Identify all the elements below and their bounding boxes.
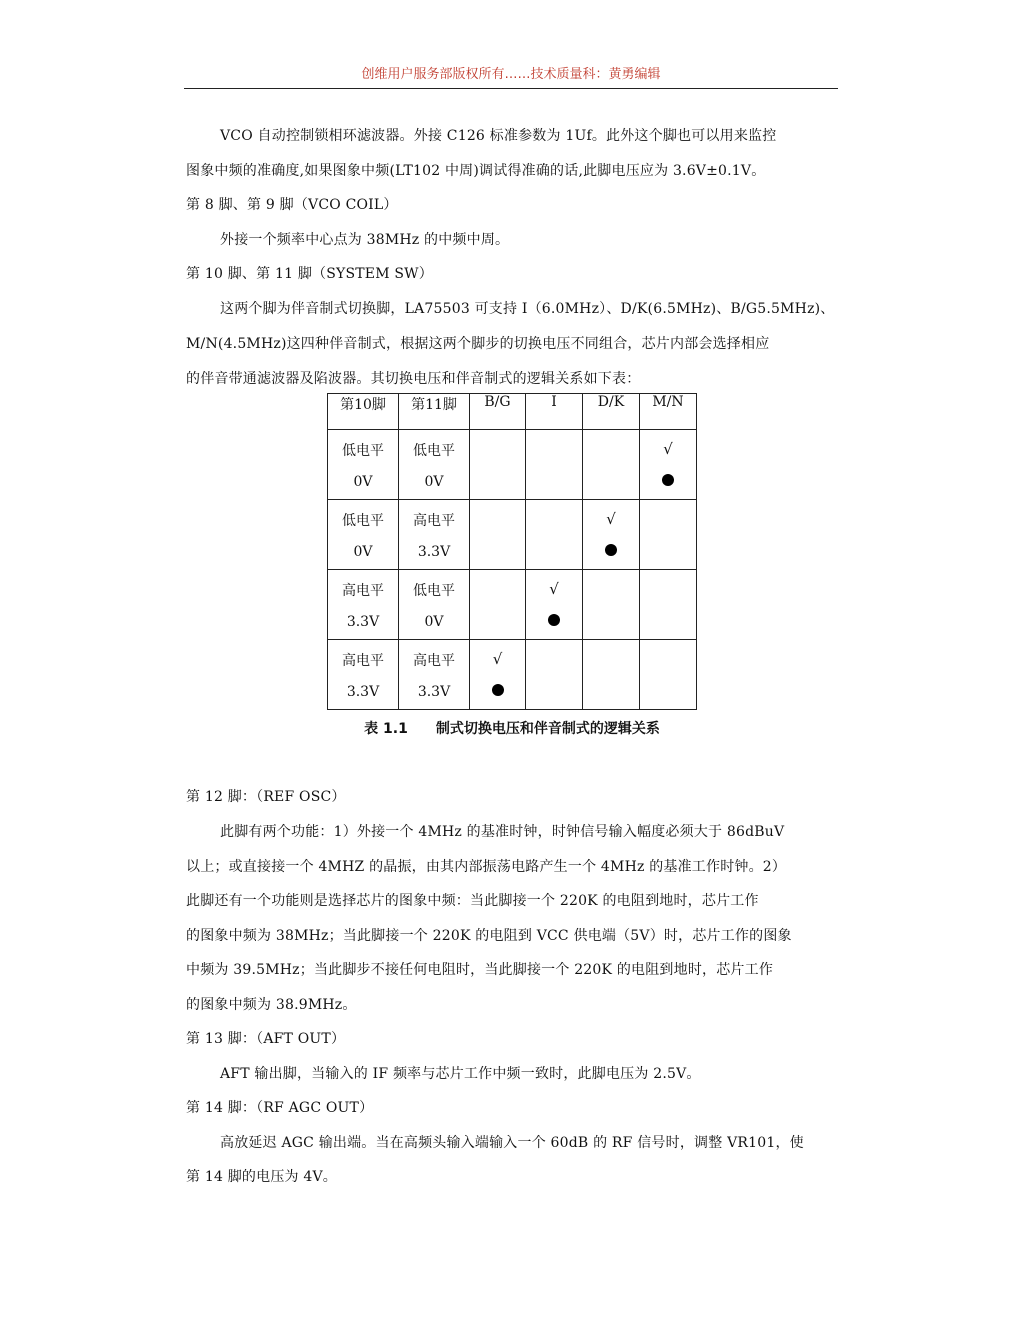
dot-marker-container [526, 614, 582, 630]
mode-cell [640, 500, 697, 570]
paragraph-line: 此脚还有一个功能则是选择芯片的图象中频：当此脚接一个 220K 的电阻到地时，芯片工作 [186, 893, 759, 909]
pin10-level: 低电平 [342, 513, 384, 529]
paragraph-line: 外接一个频率中心点为 38MHz 的中频中周。 [220, 232, 510, 248]
pin11-voltage: 0V [424, 614, 444, 630]
paragraph-line: 的图象中频为 38.9MHz。 [186, 997, 357, 1013]
filled-dot-icon [492, 684, 504, 696]
table-header-cell: I [526, 394, 583, 430]
pin10-voltage: 3.3V [346, 614, 380, 630]
mode-cell [526, 430, 583, 500]
paragraph-line: 图象中频的准确度,如果图象中频(LT102 中周)调试得准确的话,此脚电压应为 3.6V±0.1V。 [186, 163, 766, 179]
check-mark: √ [663, 440, 673, 458]
paragraph-line: 的图象中频为 38MHz；当此脚接一个 220K 的电阻到 VCC 供电端（5V）时，芯片工作的图象 [186, 928, 792, 944]
pin10-level: 高电平 [342, 653, 384, 669]
pin11-level: 高电平 [413, 653, 455, 669]
mode-cell [583, 570, 640, 640]
section-heading-pin-8-9: 第 8 脚、第 9 脚（VCO COIL） [186, 197, 398, 213]
pin10-level: 高电平 [342, 583, 384, 599]
pin10-voltage: 0V [353, 544, 373, 560]
paragraph-line: 这两个脚为伴音制式切换脚，LA75503 可支持 I（6.0MHz）、D/K(6.5MHz)、B/G5.5MHz)、 [220, 301, 835, 317]
sound-system-logic-table [327, 393, 697, 710]
pin10-voltage: 0V [353, 474, 373, 490]
table-header-row [328, 394, 697, 430]
filled-dot-icon [548, 614, 560, 626]
pin11-level: 低电平 [413, 443, 455, 459]
pin11-level: 低电平 [413, 583, 455, 599]
dot-marker-container [583, 544, 639, 560]
table-row [328, 640, 697, 710]
check-mark: √ [606, 510, 616, 528]
paragraph-line: 此脚有两个功能：1）外接一个 4MHz 的基准时钟，时钟信号输入幅度必须大于 86dBuV [220, 824, 785, 840]
section-heading-pin-12: 第 12 脚：（REF OSC） [186, 789, 346, 805]
mode-cell [470, 500, 526, 570]
table-cell [399, 430, 470, 500]
mode-cell [583, 500, 640, 570]
filled-dot-icon [662, 474, 674, 486]
table-header-cell: M/N [640, 394, 697, 430]
mode-cell [526, 500, 583, 570]
mode-cell [470, 640, 526, 710]
pin10-level: 低电平 [342, 443, 384, 459]
section-heading-pin-14: 第 14 脚：（RF AGC OUT） [186, 1100, 374, 1116]
paragraph-line: 第 14 脚的电压为 4V。 [186, 1169, 337, 1185]
section-heading-pin-13: 第 13 脚：（AFT OUT） [186, 1031, 346, 1047]
page-header [184, 66, 838, 89]
pin10-voltage: 3.3V [346, 684, 380, 700]
table-header-cell: 第11脚 [399, 394, 470, 430]
mode-cell [640, 640, 697, 710]
mode-cell [583, 640, 640, 710]
mode-cell [640, 430, 697, 500]
table-cell [399, 640, 470, 710]
table-row [328, 570, 697, 640]
paragraph-line: AFT 输出脚，当输入的 IF 频率与芯片工作中频一致时，此脚电压为 2.5V。 [220, 1066, 701, 1082]
table-cell [399, 570, 470, 640]
paragraph-line: VCO 自动控制锁相环滤波器。外接 C126 标准参数为 1Uf。此外这个脚也可以用来监控 [220, 128, 777, 144]
table-header-cell: B/G [470, 394, 526, 430]
table-cell [328, 570, 399, 640]
table-header-cell: D/K [583, 394, 640, 430]
paragraph-line: 的伴音带通滤波器及陷波器。其切换电压和伴音制式的逻辑关系如下表： [186, 371, 641, 387]
filled-dot-icon [605, 544, 617, 556]
header-text: 创维用户服务部版权所有……技术质量科：黄勇编辑 [361, 67, 661, 82]
paragraph-line: 高放延迟 AGC 输出端。当在高频头输入端输入一个 60dB 的 RF 信号时，调整 VR101，使 [220, 1135, 804, 1151]
pin11-voltage: 3.3V [417, 544, 451, 560]
table-cell [328, 500, 399, 570]
paragraph-line: M/N(4.5MHz)这四种伴音制式，根据这两个脚步的切换电压不同组合，芯片内部会选择相应 [186, 336, 770, 352]
pin11-voltage: 0V [424, 474, 444, 490]
table-cell [399, 500, 470, 570]
mode-cell [470, 430, 526, 500]
mode-cell [526, 640, 583, 710]
mode-cell [583, 430, 640, 500]
table-row [328, 430, 697, 500]
dot-marker-container [470, 684, 525, 700]
table-row [328, 500, 697, 570]
table-header-cell: 第10脚 [328, 394, 399, 430]
mode-cell [640, 570, 697, 640]
mode-cell [470, 570, 526, 640]
check-mark: √ [492, 650, 503, 668]
pin11-level: 高电平 [413, 513, 455, 529]
paragraph-line: 以上；或直接接一个 4MHZ 的晶振，由其内部振荡电路产生一个 4MHz 的基准工作时钟。2） [186, 859, 787, 875]
table-cell [328, 640, 399, 710]
check-mark: √ [549, 580, 559, 598]
paragraph-line: 中频为 39.5MHz；当此脚步不接任何电阻时，当此脚接一个 220K 的电阻到地时，芯片工作 [186, 962, 774, 978]
pin11-voltage: 3.3V [417, 684, 451, 700]
table-cell [328, 430, 399, 500]
section-heading-pin-10-11: 第 10 脚、第 11 脚（SYSTEM SW） [186, 266, 433, 282]
dot-marker-container [640, 474, 696, 490]
mode-cell [526, 570, 583, 640]
table-caption: 表 1.1 制式切换电压和伴音制式的逻辑关系 [364, 721, 660, 737]
